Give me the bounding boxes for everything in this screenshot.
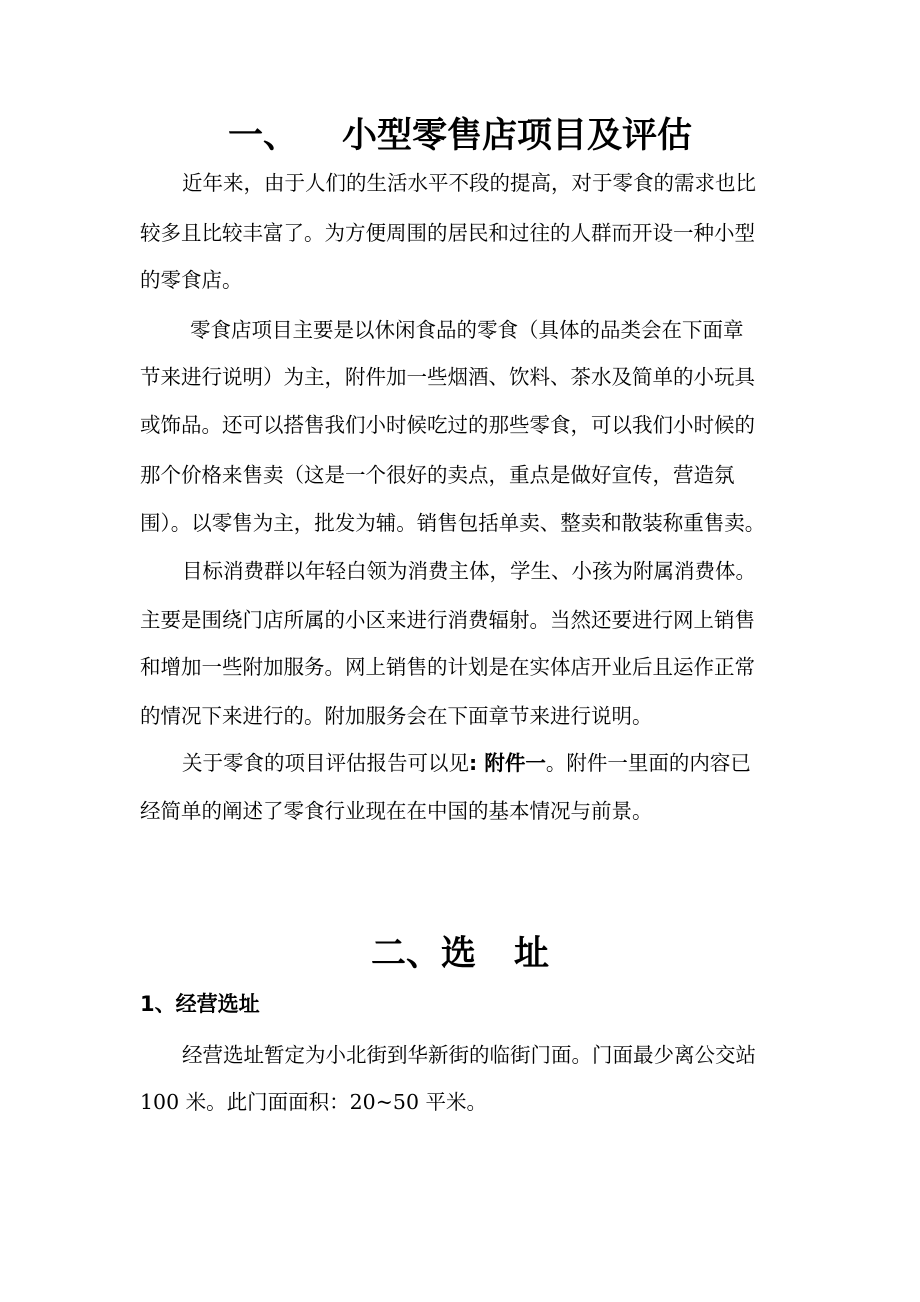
paragraph-2-line-5: 围）。以零售为主，批发为辅。销售包括单卖、整卖和散装称重售卖。 (140, 511, 766, 535)
section-2-heading (0, 930, 920, 978)
section-2-title-part-2: 址 (514, 934, 550, 974)
attachment-reference: : 附件一 (469, 751, 546, 775)
paragraph-4-text: 关于零食的项目评估报告可以见 (182, 751, 469, 775)
paragraph-4-text-after: 。附件一里面的内容已 (545, 751, 751, 775)
paragraph-1-line-2: 较多且比较丰富了。为方便周围的居民和过往的人群而开设一种小型 (140, 221, 755, 245)
paragraph-1-line-1: 近年来，由于人们的生活水平不段的提高，对于零食的需求也比 (182, 171, 756, 195)
section-1-title: 小型零售店项目及评估 (342, 116, 693, 156)
paragraph-2-line-2: 节来进行说明）为主，附件加一些烟酒、饮料、茶水及简单的小玩具 (140, 365, 755, 389)
section-2-title-part-1: 二、选 (370, 934, 476, 974)
paragraph-2-line-4: 那个价格来售卖（这是一个很好的卖点，重点是做好宣传，营造氛 (140, 463, 735, 487)
paragraph-3-line-1: 目标消费群以年轻白领为消费主体，学生、小孩为附属消费体。 (182, 559, 756, 583)
paragraph-5-line-1: 经营选址暂定为小北街到华新街的临街门面。门面最少离公交站 (182, 1043, 756, 1067)
paragraph-2-line-1: 零食店项目主要是以休闲食品的零食（具体的品类会在下面章 (190, 318, 744, 342)
paragraph-3-line-3: 和增加一些附加服务。网上销售的计划是在实体店开业后且运作正常 (140, 655, 755, 679)
section-1-number: 一、 (227, 116, 298, 156)
paragraph-4-line-1 (182, 748, 751, 778)
paragraph-5-line-2: 100 米。此门面面积：20~50 平米。 (140, 1090, 488, 1114)
section-1-heading (0, 112, 920, 160)
paragraph-1-line-3: 的零食店。 (140, 268, 243, 292)
paragraph-2-line-3: 或饰品。还可以搭售我们小时候吃过的那些零食，可以我们小时候的 (140, 413, 755, 437)
paragraph-3-line-4: 的情况下来进行的。附加服务会在下面章节来进行说明。 (140, 704, 653, 728)
paragraph-3-line-2: 主要是围绕门店所属的小区来进行消费辐射。当然还要进行网上销售 (140, 608, 755, 632)
subsection-heading: 1、经营选址 (140, 992, 260, 1016)
paragraph-4-line-2: 经简单的阐述了零食行业现在在中国的基本情况与前景。 (140, 799, 653, 823)
